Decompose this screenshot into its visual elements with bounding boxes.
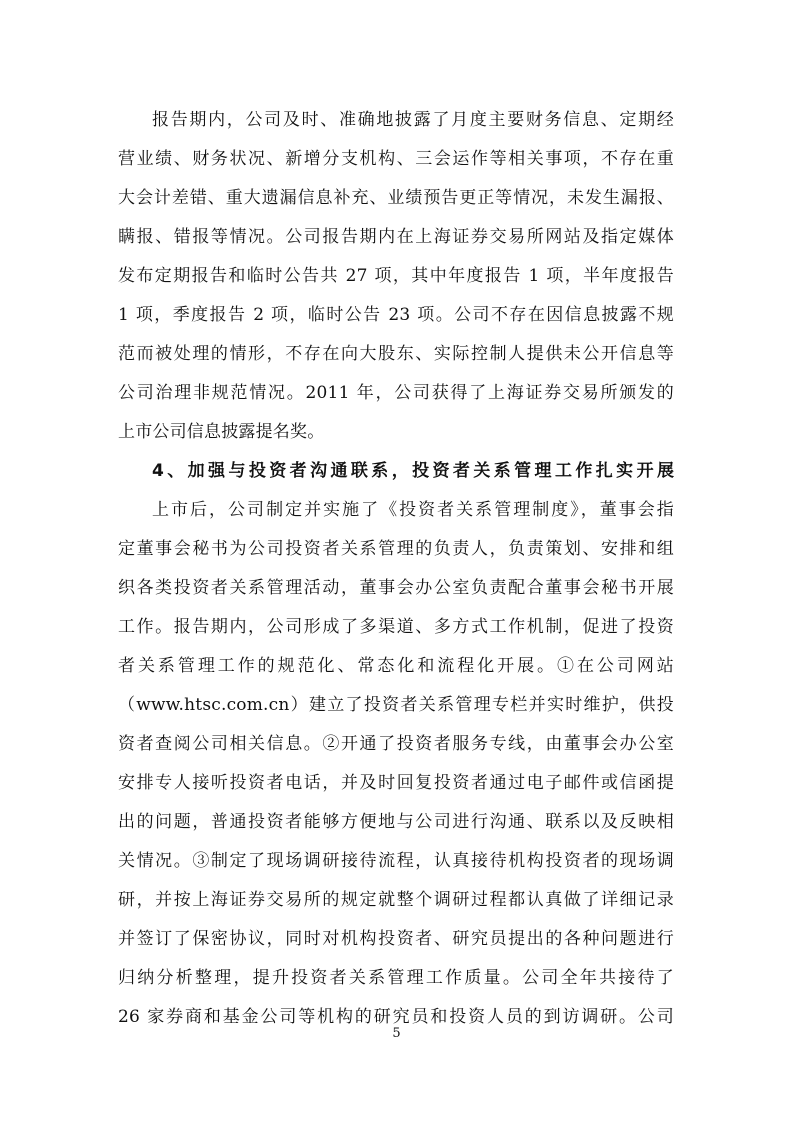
paragraph-line: 报告期内，公司及时、准确地披露了月度主要财务信息、定期经 xyxy=(152,110,674,130)
paragraph-line: 安排专人接听投资者电话，并及时回复投资者通过电子邮件或信函提 xyxy=(118,773,674,793)
paragraph-line: 范而被处理的情形，不存在向大股东、实际控制人提供未公开信息等 xyxy=(118,344,674,364)
paragraph-line: 公司治理非规范情况。2011 年，公司获得了上海证券交易所颁发的 xyxy=(118,383,674,403)
paragraph-line: 发布定期报告和临时公告共 27 项，其中年度报告 1 项，半年度报告 xyxy=(118,266,674,286)
paragraph-line: 工作。报告期内，公司形成了多渠道、多方式工作机制，促进了投资 xyxy=(118,617,674,637)
paragraph-line: 资者查阅公司相关信息。②开通了投资者服务专线，由董事会办公室 xyxy=(118,734,674,754)
paragraph-line: 定董事会秘书为公司投资者关系管理的负责人，负责策划、安排和组 xyxy=(118,539,674,559)
paragraph-line: 26 家券商和基金公司等机构的研究员和投资人员的到访调研。公司 xyxy=(118,1007,674,1027)
section-heading: 4、加强与投资者沟通联系，投资者关系管理工作扎实开展 xyxy=(152,461,674,481)
paragraph-line: 大会计差错、重大遗漏信息补充、业绩预告更正等情况，未发生漏报、 xyxy=(118,188,674,208)
paragraph-line: 上市公司信息披露提名奖。 xyxy=(118,422,325,442)
paragraph-line: 并签订了保密协议，同时对机构投资者、研究员提出的各种问题进行 xyxy=(118,929,674,949)
paragraph-line: 归纳分析整理，提升投资者关系管理工作质量。公司全年共接待了 xyxy=(118,968,674,988)
paragraph-line: 关情况。③制定了现场调研接待流程，认真接待机构投资者的现场调 xyxy=(118,851,674,871)
paragraph-line: 织各类投资者关系管理活动，董事会办公室负责配合董事会秘书开展 xyxy=(118,578,674,598)
paragraph-line: 瞒报、错报等情况。公司报告期内在上海证券交易所网站及指定媒体 xyxy=(118,227,674,247)
paragraph-line: 出的问题，普通投资者能够方便地与公司进行沟通、联系以及反映相 xyxy=(118,812,674,832)
paragraph-line: 1 项，季度报告 2 项，临时公告 23 项。公司不存在因信息披露不规 xyxy=(118,305,674,325)
paragraph-line: 上市后，公司制定并实施了《投资者关系管理制度》，董事会指 xyxy=(152,500,674,520)
paragraph-line: 营业绩、财务状况、新增分支机构、三会运作等相关事项，不存在重 xyxy=(118,149,674,169)
paragraph-line: 者关系管理工作的规范化、常态化和流程化开展。①在公司网站 xyxy=(118,656,674,676)
page-number: 5 xyxy=(392,1026,401,1041)
paragraph-line: （www.htsc.com.cn）建立了投资者关系管理专栏并实时维护，供投 xyxy=(118,695,674,715)
paragraph-line: 研，并按上海证券交易所的规定就整个调研过程都认真做了详细记录 xyxy=(118,890,674,910)
